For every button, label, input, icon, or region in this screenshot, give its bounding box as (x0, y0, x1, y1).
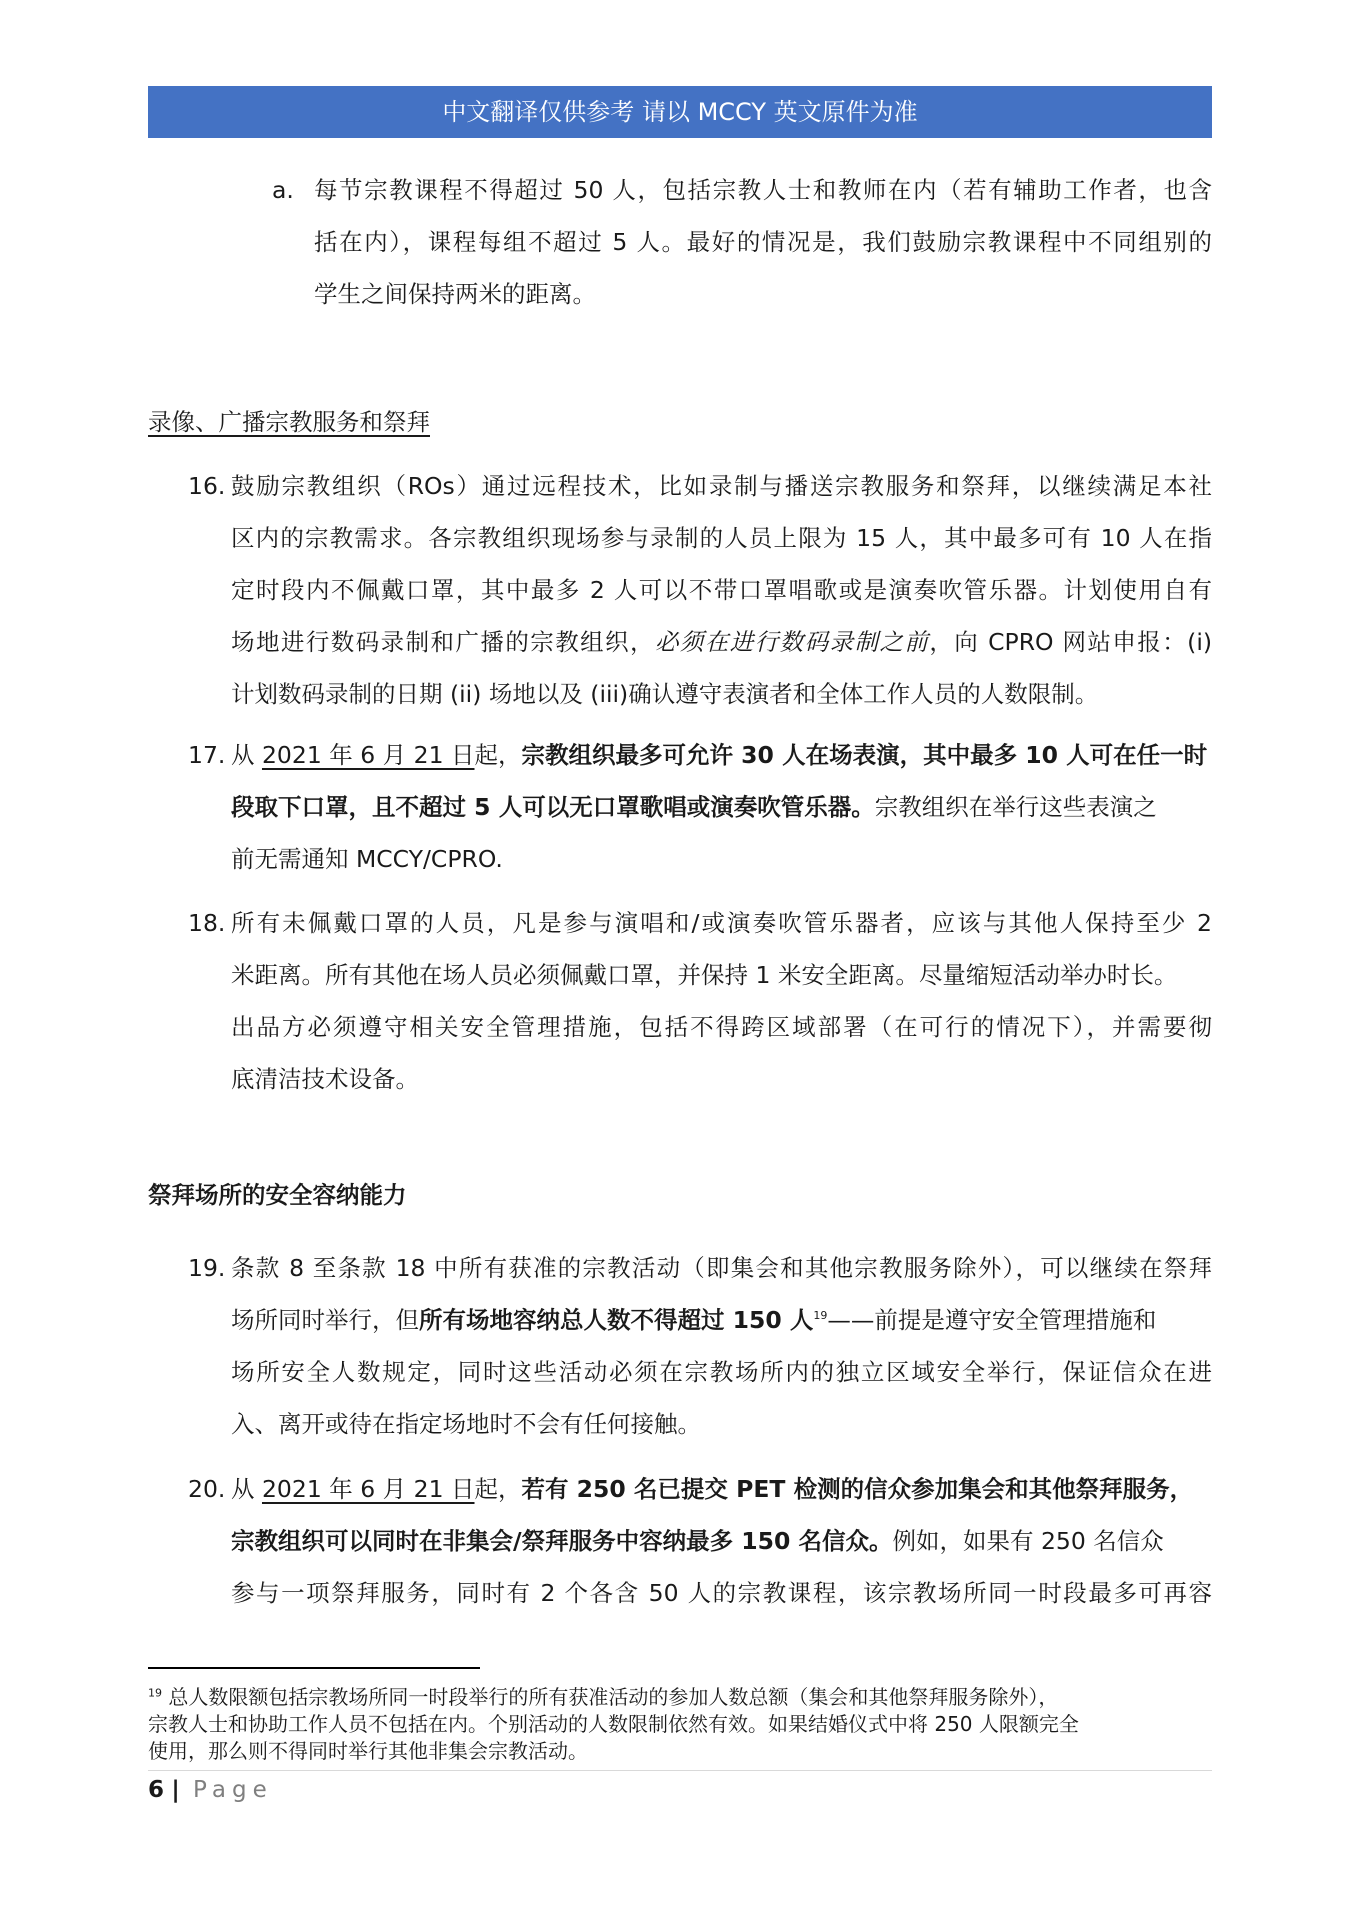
footnote-separator (148, 1667, 480, 1669)
text-run: 从 (231, 741, 262, 769)
text-line: 计划数码录制的日期 (ii) 场地以及 (iii)确认遵守表演者和全体工作人员的人数限制。 (231, 680, 1099, 708)
text-run: 场所同时举行，但 (231, 1306, 419, 1334)
text-run: 总人数限额包括宗教场所同一时段举行的所有获准活动的参加人数总额（集会和其他祭拜服务除外）， (162, 1685, 1059, 1709)
text-line: 入、离开或待在指定场地时不会有任何接触。 (231, 1410, 701, 1438)
bold-text: 若有 250 名已提交 PET 检测的信众参加集会和其他祭拜服务， (521, 1475, 1194, 1503)
translation-notice-banner: 中文翻译仅供参考 请以 MCCY 英文原件为准 (148, 86, 1212, 138)
text-line (231, 1294, 1212, 1346)
text-line: 出品方必须遵守相关安全管理措施，包括不得跨区域部署（在可行的情况下），并需要彻 (231, 1013, 1212, 1041)
footer-divider (148, 1770, 1212, 1771)
bold-text: 段取下口罩，且不超过 5 人可以无口罩歌唱或演奏吹管乐器。 (231, 793, 875, 821)
text-run: 起， (474, 741, 522, 769)
section-heading: 祭拜场所的安全容纳能力 (148, 1181, 407, 1209)
text-run: 场地进行数码录制和广播的宗教组织， (231, 628, 655, 656)
date-text: 2021 年 6 月 21 日 (261, 741, 475, 769)
text-line: 参与一项祭拜服务，同时有 2 个各含 50 人的宗教课程，该宗教场所同一时段最多可再容 (231, 1579, 1212, 1607)
paragraph-number: 20. (188, 1475, 226, 1503)
paragraph-number: 19. (188, 1254, 226, 1282)
page-label: Page (193, 1777, 273, 1803)
italic-text: 必须在进行数码录制 (654, 628, 880, 656)
bold-text: 宗教组织最多可允许 30 人在场表演，其中最多 10 人可在任一时 (521, 741, 1208, 769)
paragraph-16 (231, 460, 1212, 720)
text-line (231, 1463, 1212, 1515)
page-footer (148, 1774, 273, 1806)
section-heading: 录像、广播宗教服务和祭拜 (148, 408, 430, 436)
text-line: 使用，那么则不得同时举行其他非集会宗教活动。 (148, 1739, 588, 1763)
bold-text: 所有场地容纳总人数不得超过 150 人 (419, 1306, 814, 1334)
text-line: 场所安全人数规定，同时这些活动必须在宗教场所内的独立区域安全举行，保证信众在进 (231, 1358, 1212, 1386)
text-line (231, 729, 1212, 781)
paragraph-17 (231, 729, 1212, 885)
text-line (231, 616, 1212, 668)
paragraph-18 (231, 897, 1212, 1105)
text-run: 从 (231, 1475, 262, 1503)
text-line: 鼓励宗教组织（ROs）通过远程技术，比如录制与播送宗教服务和祭拜，以继续满足本社 (231, 472, 1212, 500)
page-number: 6 (148, 1777, 165, 1803)
text-run: 起， (474, 1475, 522, 1503)
text-line (231, 781, 1212, 833)
bold-text: 宗教组织可以同时在非集会/祭拜服务中容纳最多 150 名信众。 (231, 1527, 893, 1555)
text-run: ——前提是遵守安全管理措施和 (827, 1306, 1157, 1334)
text-line: 定时段内不佩戴口罩，其中最多 2 人可以不带口罩唱歌或是演奏吹管乐器。计划使用自有 (231, 576, 1212, 604)
text-line: 底清洁技术设备。 (231, 1065, 419, 1093)
text-line: 米距离。所有其他在场人员必须佩戴口罩，并保持 1 米安全距离。尽量缩短活动举办时长。 (231, 961, 1178, 989)
text-line: 区内的宗教需求。各宗教组织现场参与录制的人员上限为 15 人，其中最多可有 10 人在指 (231, 524, 1212, 552)
text-run: 例如，如果有 250 名信众 (892, 1527, 1164, 1555)
italic-text: 之前 (879, 628, 930, 656)
footnote (148, 1684, 1212, 1765)
list-item-a (314, 164, 1212, 320)
paragraph-number: 18. (188, 909, 226, 937)
text-run: 宗教组织在举行这些表演之 (874, 793, 1157, 821)
text-line: 每节宗教课程不得超过 50 人，包括宗教人士和教师在内（若有辅助工作者，也含 (314, 176, 1212, 204)
text-line (148, 1684, 1212, 1711)
text-line: 前无需通知 MCCY/CPRO. (231, 845, 503, 873)
footnote-ref[interactable]: 19 (813, 1309, 828, 1323)
page-separator: | (171, 1777, 180, 1803)
text-line: 学生之间保持两米的距离。 (314, 280, 596, 308)
text-line: 宗教人士和协助工作人员不包括在内。个别活动的人数限制依然有效。如果结婚仪式中将 250 人限额完全 (148, 1712, 1079, 1736)
paragraph-number: 17. (188, 741, 226, 769)
text-line (231, 1515, 1212, 1567)
text-line: 所有未佩戴口罩的人员，凡是参与演唱和/或演奏吹管乐器者，应该与其他人保持至少 2 (231, 909, 1212, 937)
text-run: ，向 CPRO 网站申报：(i) (929, 628, 1213, 656)
list-item-label: a. (272, 176, 294, 204)
paragraph-19 (231, 1242, 1212, 1450)
footnote-marker: 19 (148, 1686, 162, 1700)
text-line: 条款 8 至条款 18 中所有获准的宗教活动（即集会和其他宗教服务除外），可以继续在祭拜 (231, 1254, 1212, 1282)
paragraph-number: 16. (188, 472, 226, 500)
text-line: 括在内），课程每组不超过 5 人。最好的情况是，我们鼓励宗教课程中不同组别的 (314, 228, 1212, 256)
paragraph-20 (231, 1463, 1212, 1619)
date-text: 2021 年 6 月 21 日 (261, 1475, 475, 1503)
